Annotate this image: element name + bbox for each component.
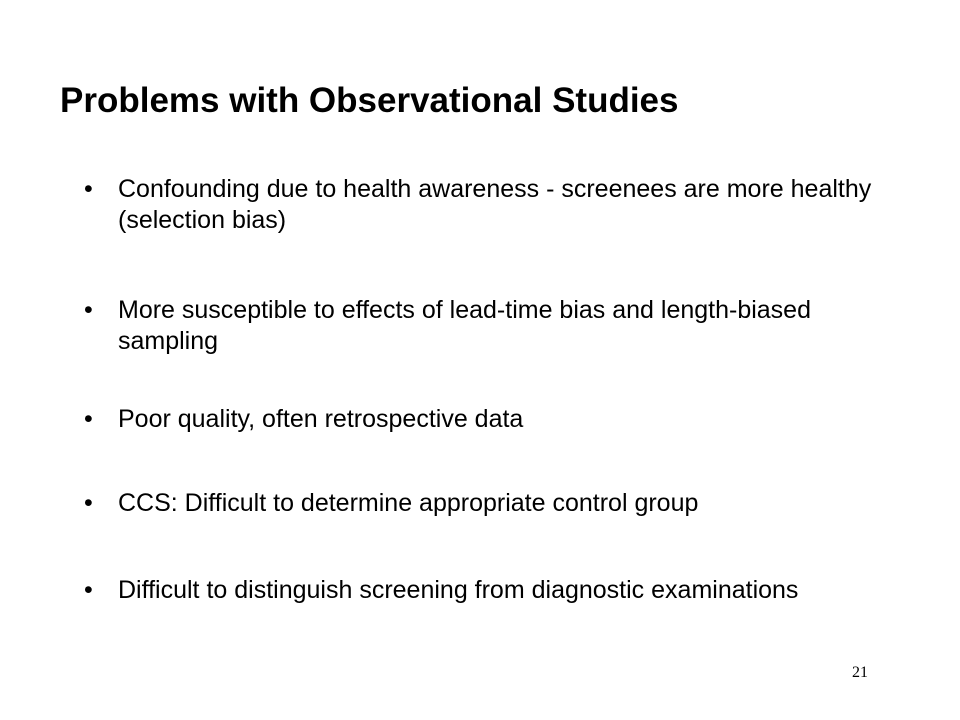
bullet-text: Confounding due to health awareness - screenees are more healthy (selection bias) (118, 175, 872, 234)
bullet-item (84, 404, 884, 435)
bullet-item (84, 174, 884, 236)
slide-title: Problems with Observational Studies (60, 81, 679, 120)
page-number: 21 (852, 664, 868, 681)
bullet-dot-icon: • (84, 296, 93, 324)
bullet-dot-icon: • (84, 576, 93, 604)
bullet-item (84, 295, 884, 357)
bullet-text: More susceptible to effects of lead-time bias and length-biased sampling (118, 296, 811, 355)
bullet-item (84, 575, 884, 606)
bullet-dot-icon: • (84, 405, 93, 433)
bullet-text: CCS: Difficult to determine appropriate control group (118, 489, 699, 517)
bullet-dot-icon: • (84, 489, 93, 517)
bullet-dot-icon: • (84, 175, 93, 203)
bullet-text: Poor quality, often retrospective data (118, 405, 524, 433)
bullet-text: Difficult to distinguish screening from diagnostic examinations (118, 576, 799, 604)
bullet-item (84, 488, 884, 519)
